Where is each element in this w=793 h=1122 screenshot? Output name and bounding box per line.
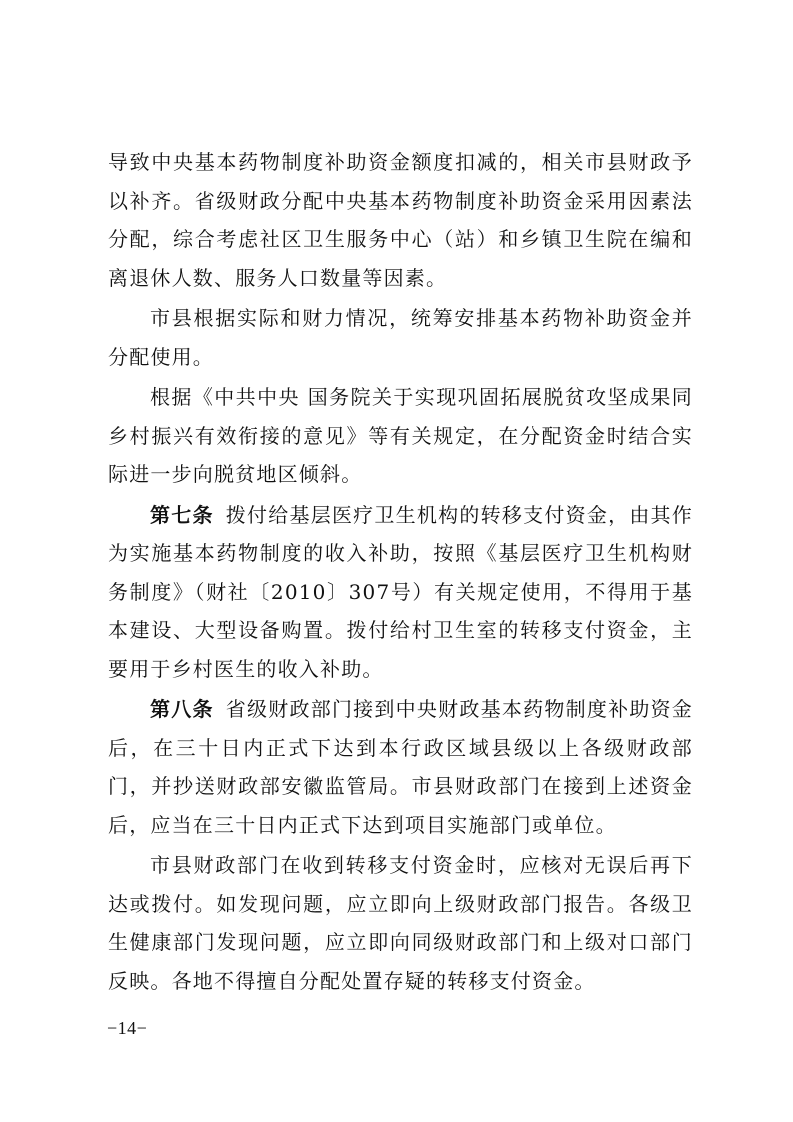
paragraph: 根据《中共中央 国务院关于实现巩固拓展脱贫攻坚成果同乡村振兴有效衔接的意见》等有关规定，在分配资金时结合实际进一步向脱贫地区倾斜。	[108, 385, 693, 486]
article-number: 第八条	[150, 697, 214, 721]
paragraph-continuation: 导致中央基本药物制度补助资金额度扣减的，相关市县财政予以补齐。省级财政分配中央基本药物制度补助资金采用因素法分配，综合考虑社区卫生服务中心（站）和乡镇卫生院在编和离退休人数、服务人口数量等因素。	[108, 150, 693, 290]
paragraph: 市县根据实际和财力情况，统筹安排基本药物补助资金并分配使用。	[108, 306, 693, 369]
article-paragraph	[108, 690, 693, 844]
paragraph: 市县财政部门在收到转移支付资金时，应核对无误后再下达或拨付。如发现问题，应立即向上级财政部门报告。各级卫生健康部门发现问题，应立即向同级财政部门和上级对口部门反映。各地不得擅自分配处置存疑的转移支付资金。	[108, 853, 693, 993]
document-body	[108, 143, 693, 1000]
article-paragraph	[108, 496, 693, 689]
article-text: 拨付给基层医疗卫生机构的转移支付资金，由其作为实施基本药物制度的收入补助，按照《基层医疗卫生机构财务制度》（财社〔2010〕307号）有关规定使用，不得用于基本建设、大型设备购置。拨付给村卫生室的转移支付资金，主要用于乡村医生的收入补助。	[108, 502, 693, 681]
page-number: −14−	[107, 1018, 148, 1038]
article-text: 省级财政部门接到中央财政基本药物制度补助资金后，在三十日内正式下达到本行政区域县级以上各级财政部门，并抄送财政部安徽监管局。市县财政部门在接到上述资金后，应当在三十日内正式下达到项目实施部门或单位。	[108, 697, 693, 837]
article-number: 第七条	[150, 502, 214, 527]
